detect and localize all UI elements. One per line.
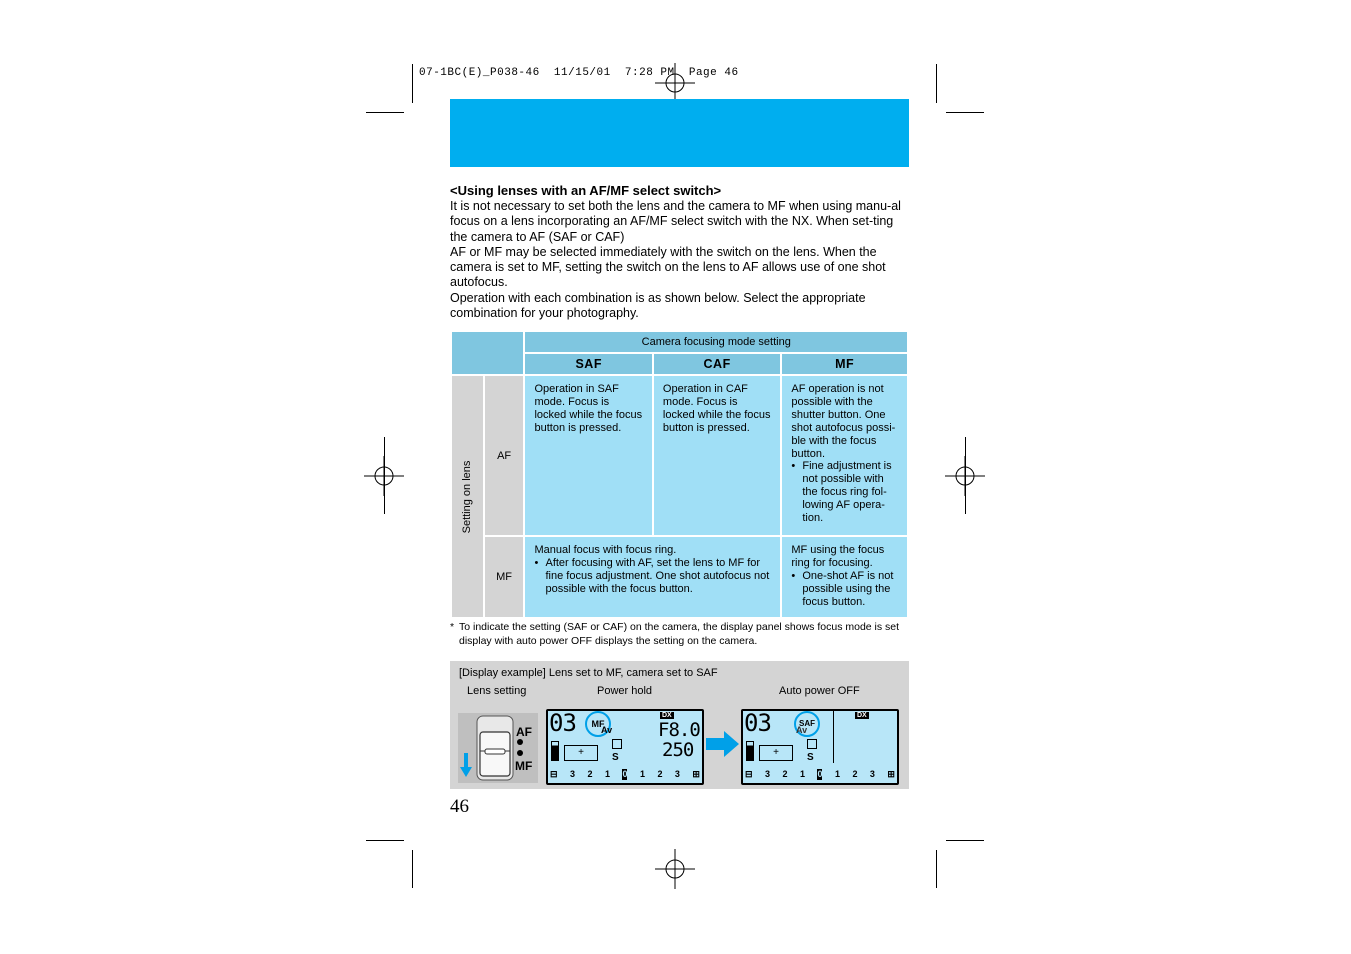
- paragraph: Operation with each combination is as shown below. Select the appropriate combination for your photography.: [450, 290, 866, 321]
- registration-line: [384, 437, 385, 514]
- side-label: Setting on lens: [461, 460, 474, 533]
- crop-mark: [412, 64, 413, 103]
- registration-mark-bottom: [655, 849, 695, 889]
- paragraph: It is not necessary to set both the lens and the camera to MF when using manu-al focus on a lens incorporating an AF/MF select switch with the NX. When set-ting the camera to AF (SAF or CAF): [450, 199, 901, 244]
- cell-af-saf: Operation in SAF mode. Focus is locked while the focus button is pressed.: [524, 375, 652, 536]
- bullet-item: • Fine adjustment is not possible with the focus ring fol-lowing AF opera-tion.: [802, 460, 898, 525]
- exposure-mode: Av: [601, 725, 613, 735]
- focus-area-icon: +: [564, 745, 598, 761]
- crop-mark: [936, 64, 937, 103]
- label-lens-setting: Lens setting: [467, 685, 527, 697]
- aperture-value: F8.0: [658, 719, 700, 741]
- row-label-mf: MF: [484, 536, 525, 618]
- dx-badge: DX: [857, 712, 867, 719]
- plus-icon: ⊞: [692, 769, 700, 779]
- crop-mark: [936, 850, 937, 888]
- shutter-value: 250: [662, 739, 694, 761]
- table-header-title: Camera focusing mode setting: [524, 331, 908, 353]
- s-indicator: S: [612, 752, 619, 763]
- battery-icon: [746, 741, 754, 761]
- table-corner: [451, 331, 524, 375]
- crop-mark: [366, 840, 404, 841]
- header-mode-caf: CAF: [653, 353, 781, 375]
- header-mode-mf: MF: [781, 353, 908, 375]
- minus-icon: ⊟: [550, 769, 558, 779]
- label-power-hold: Power hold: [597, 685, 653, 697]
- lcd-power-hold: [546, 709, 704, 785]
- header-mode-saf: SAF: [524, 353, 652, 375]
- cell-af-caf: Operation in CAF mode. Focus is locked while the focus button is pressed.: [653, 375, 781, 536]
- label-auto-power-off: Auto power OFF: [779, 685, 860, 697]
- lcd-frame-count: 03: [549, 709, 576, 737]
- mode-badge-icon: MF: [585, 711, 611, 737]
- square-indicator: [612, 739, 622, 749]
- cell-mf-saf-caf: Manual focus with focus ring. • After focusing with AF, set the lens to MF for fine focus adjustment. One shot autofocus not possible with the focus button.: [524, 536, 781, 618]
- switch-label-af: AF: [516, 725, 532, 739]
- lcd-auto-power-off: [741, 709, 899, 785]
- row-label-af: AF: [484, 375, 525, 536]
- lcd-frame-count: 03: [744, 709, 771, 737]
- cell-mf-mf: MF using the focus ring for focusing. • One-shot AF is not possible using the focus button.: [781, 536, 908, 618]
- exposure-mode: Av: [796, 725, 808, 735]
- lcd-divider: [833, 711, 834, 763]
- plus-icon: ⊞: [887, 769, 895, 779]
- exposure-scale: ⊟ 3 2 1 0 1 2 3 ⊞: [745, 769, 895, 779]
- registration-mark-top: [655, 63, 695, 103]
- section-heading: <Using lenses with an AF/MF select switch>: [450, 183, 722, 198]
- bullet-item: • After focusing with AF, set the lens to MF for fine focus adjustment. One shot autofocus not possible with the focus button.: [545, 557, 771, 596]
- cell-af-mf: AF operation is not possible with the shutter button. One shot autofocus possi-ble with the focus button. • Fine adjustment is not possible with the focus ring fol-lowing AF opera-tion.: [781, 375, 908, 536]
- crop-mark: [946, 112, 984, 113]
- display-example-title: [Display example] Lens set to MF, camera set to SAF: [459, 667, 718, 679]
- header-banner: [450, 99, 909, 167]
- square-indicator: [807, 739, 817, 749]
- page-number: 46: [450, 796, 469, 817]
- crop-mark: [946, 840, 984, 841]
- focus-mode-table: [450, 330, 909, 619]
- file-slug: 07-1BC(E)_P038-46 11/15/01 7:28 PM Page 46: [419, 67, 739, 79]
- paragraph: AF or MF may be selected immediately with the switch on the lens. When the camera is set to MF, setting the switch on the lens to AF allows use of one shot autofocus.: [450, 244, 886, 290]
- minus-icon: ⊟: [745, 769, 753, 779]
- battery-icon: [551, 741, 559, 761]
- registration-line: [965, 437, 966, 514]
- footnote-star: *: [450, 621, 455, 633]
- mode-badge-icon: SAF: [794, 711, 820, 737]
- footnote: * To indicate the setting (SAF or CAF) on the camera, the display panel shows focus mode is set display with auto power OFF displays the setting on the camera.: [450, 621, 900, 647]
- s-indicator: S: [807, 752, 814, 763]
- focus-area-icon: +: [759, 745, 793, 761]
- dx-badge: DX: [662, 712, 672, 719]
- switch-label-mf: MF: [515, 759, 533, 773]
- crop-mark: [366, 112, 404, 113]
- crop-mark: [412, 850, 413, 888]
- body-text: [450, 199, 910, 321]
- exposure-scale: ⊟ 3 2 1 0 1 2 3 ⊞: [550, 769, 700, 779]
- arrow-right-icon: [706, 731, 739, 757]
- bullet-item: • One-shot AF is not possible using the focus button.: [802, 570, 898, 609]
- table-side-header: [451, 375, 484, 618]
